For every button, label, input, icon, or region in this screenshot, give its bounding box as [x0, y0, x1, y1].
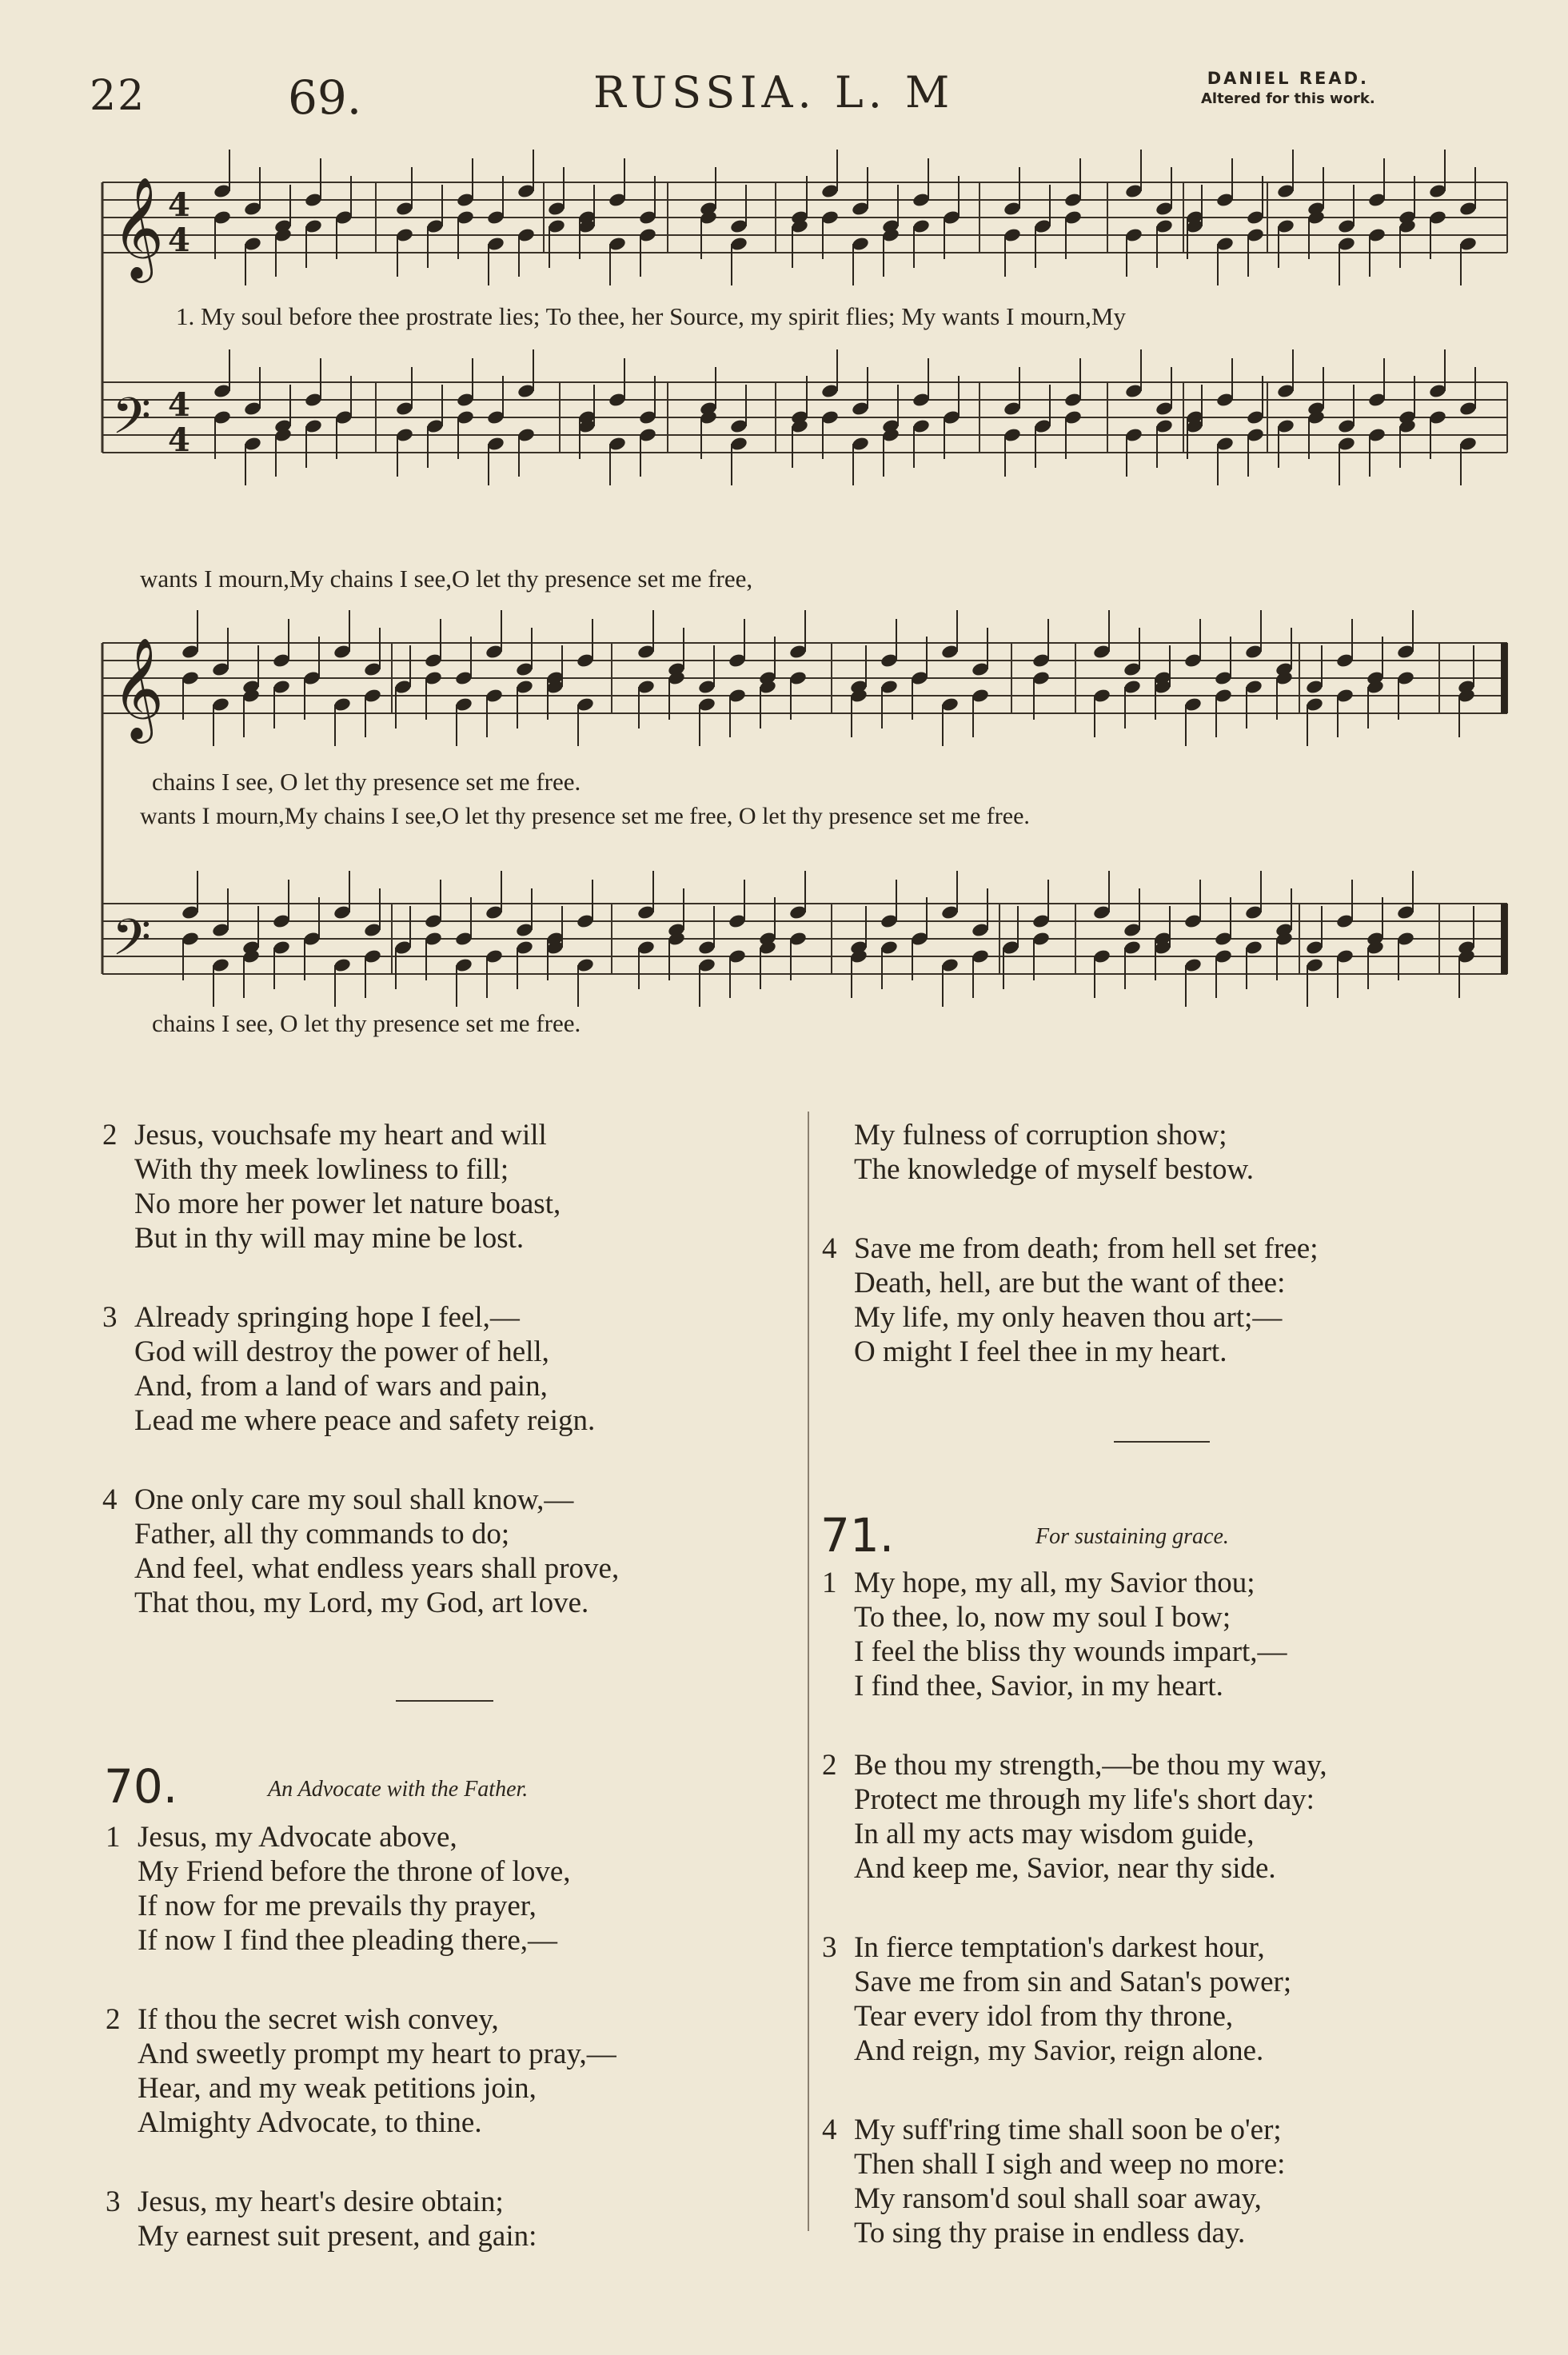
stanza-number: 2: [102, 1119, 118, 1152]
verse-line: No more her power let nature boast,: [134, 1187, 561, 1220]
lyric-row-2: wants I mourn,My chains I see,O let thy presence set me free,: [140, 565, 753, 593]
stanza-number: 4: [822, 1232, 837, 1265]
stanza: [822, 1566, 1542, 1703]
verse-line: My hope, my all, my Savior thou;: [854, 1567, 1255, 1599]
verse-line: To sing thy praise in endless day.: [854, 2217, 1246, 2249]
verse-line: I feel the bliss thy wounds impart,—: [854, 1635, 1287, 1668]
section-divider: [1114, 1441, 1210, 1443]
verse-line: But in thy will may mine be lost.: [134, 1222, 525, 1255]
verse-line: O might I feel thee in my heart.: [854, 1335, 1227, 1368]
music-score: [0, 0, 1568, 1056]
verse-line: And sweetly prompt my heart to pray,—: [138, 2038, 616, 2070]
final-bar-line: [1501, 643, 1507, 713]
bass-clef-icon: 𝄢: [112, 386, 151, 457]
hymn71-stanzas: [822, 1566, 1542, 2295]
composer-name: DANIEL READ.: [1207, 69, 1370, 88]
verse-line: My suff'ring time shall soon be o'er;: [854, 2114, 1282, 2146]
bass-clef-icon: 𝄢: [112, 908, 151, 979]
verse-line: If now for me prevails thy prayer,: [138, 1890, 537, 1922]
stanza: [822, 1231, 1542, 1369]
stanza-number: 3: [102, 1301, 118, 1334]
time-signature-top: 4: [168, 386, 190, 424]
hymn69-stanzas: [102, 1118, 790, 1665]
time-signature-bottom: 4: [168, 222, 190, 259]
hymn-number-70: 70.: [104, 1759, 178, 1814]
stanza-number: 4: [822, 2114, 837, 2146]
composer-note: Altered for this work.: [1201, 90, 1375, 107]
verse-line: If now I find thee pleading there,—: [138, 1924, 558, 1957]
verse-line: And, from a land of wars and pain,: [134, 1370, 548, 1403]
stanza-number: 2: [822, 1749, 837, 1782]
verse-line: Hear, and my weak petitions join,: [138, 2072, 537, 2105]
time-signature-bottom: 4: [168, 421, 190, 459]
stanza: [822, 2113, 1542, 2250]
hymn70-stanzas: [106, 1820, 793, 2298]
stanza: [854, 1118, 1542, 1187]
verse-line: To thee, lo, now my soul I bow;: [854, 1601, 1231, 1634]
hymn-number-71: 71.: [820, 1508, 895, 1563]
verse-line: My earnest suit present, and gain:: [138, 2220, 537, 2253]
verse-line: In fierce temptation's darkest hour,: [854, 1931, 1265, 1964]
final-bar-line: [1501, 904, 1507, 974]
stanza: [822, 1748, 1542, 1886]
lyric-row-1: 1. My soul before thee prostrate lies; To thee, her Source, my spirit flies; My wants I mourn,My: [176, 302, 1126, 330]
verse-line: Lead me where peace and safety reign.: [134, 1404, 596, 1437]
tune-title: RUSSIA. L. M: [593, 67, 955, 118]
treble-clef-icon: 𝄞: [112, 176, 165, 278]
verse-line: With thy meek lowliness to fill;: [134, 1153, 509, 1186]
verse-line: Protect me through my life's short day:: [854, 1783, 1315, 1816]
verse-line: Jesus, vouchsafe my heart and will: [134, 1119, 547, 1152]
lyric-row-3: chains I see, O let thy presence set me free.: [152, 768, 581, 796]
lyric-row-4: wants I mourn,My chains I see,O let thy presence set me free, O let thy presence set me free.: [140, 803, 1030, 829]
verse-line: Then shall I sigh and weep no more:: [854, 2148, 1286, 2181]
treble-clef-icon: 𝄞: [112, 637, 165, 739]
verse-line: That thou, my Lord, my God, art love.: [134, 1587, 589, 1619]
section-divider: [396, 1700, 493, 1702]
stanza: [102, 1300, 790, 1438]
verse-line: One only care my soul shall know,—: [134, 1483, 574, 1516]
lyric-row-5: chains I see, O let thy presence set me free.: [152, 1009, 581, 1037]
verse-line: Already springing hope I feel,—: [134, 1301, 520, 1334]
stanza: [106, 1820, 793, 1958]
verse-line: And reign, my Savior, reign alone.: [854, 2034, 1264, 2067]
stanza: [822, 1930, 1542, 2068]
verse-line: My life, my only heaven thou art;—: [854, 1301, 1283, 1334]
verse-line: My fulness of corruption show;: [854, 1119, 1227, 1152]
verse-line: Be thou my strength,—be thou my way,: [854, 1749, 1327, 1782]
stanza-number: 3: [822, 1931, 837, 1964]
stanza-number: 2: [106, 2003, 121, 2036]
verse-line: My Friend before the throne of love,: [138, 1855, 571, 1888]
verse-line: Save me from death; from hell set free;: [854, 1232, 1319, 1265]
verse-line: My ransom'd soul shall soar away,: [854, 2182, 1262, 2215]
page-number: 22: [90, 72, 146, 120]
verse-line: Save me from sin and Satan's power;: [854, 1966, 1292, 1998]
verse-line: Jesus, my heart's desire obtain;: [138, 2185, 504, 2218]
verse-line: The knowledge of myself bestow.: [854, 1153, 1255, 1186]
column-divider: [808, 1112, 809, 2231]
verse-line: In all my acts may wisdom guide,: [854, 1818, 1255, 1850]
stanza-number: 1: [106, 1821, 121, 1854]
verse-line: And keep me, Savior, near thy side.: [854, 1852, 1276, 1885]
hymn-number-69: 69.: [288, 70, 362, 125]
verse-line: If thou the secret wish convey,: [138, 2003, 499, 2036]
stanza-number: 3: [106, 2185, 121, 2218]
verse-line: Tear every idol from thy throne,: [854, 2000, 1234, 2033]
verse-line: Death, hell, are but the want of thee:: [854, 1267, 1286, 1299]
verse-line: Jesus, my Advocate above,: [138, 1821, 457, 1854]
hymn70-continued: [822, 1118, 1542, 1414]
verse-line: I find thee, Savior, in my heart.: [854, 1670, 1223, 1702]
stanza-number: 1: [822, 1567, 837, 1599]
verse-line: And feel, what endless years shall prove,: [134, 1552, 620, 1585]
stanza: [106, 2002, 793, 2140]
stanza-number: 4: [102, 1483, 118, 1516]
verse-line: Father, all thy commands to do;: [134, 1518, 510, 1551]
stanza: [102, 1483, 790, 1620]
verse-line: God will destroy the power of hell,: [134, 1335, 549, 1368]
verse-line: Almighty Advocate, to thine.: [138, 2106, 482, 2139]
stanza: [102, 1118, 790, 1255]
hymn71-subtitle: For sustaining grace.: [1035, 1524, 1229, 1549]
time-signature-top: 4: [168, 186, 190, 224]
stanza: [106, 2185, 793, 2253]
hymn70-subtitle: An Advocate with the Father.: [268, 1777, 529, 1802]
